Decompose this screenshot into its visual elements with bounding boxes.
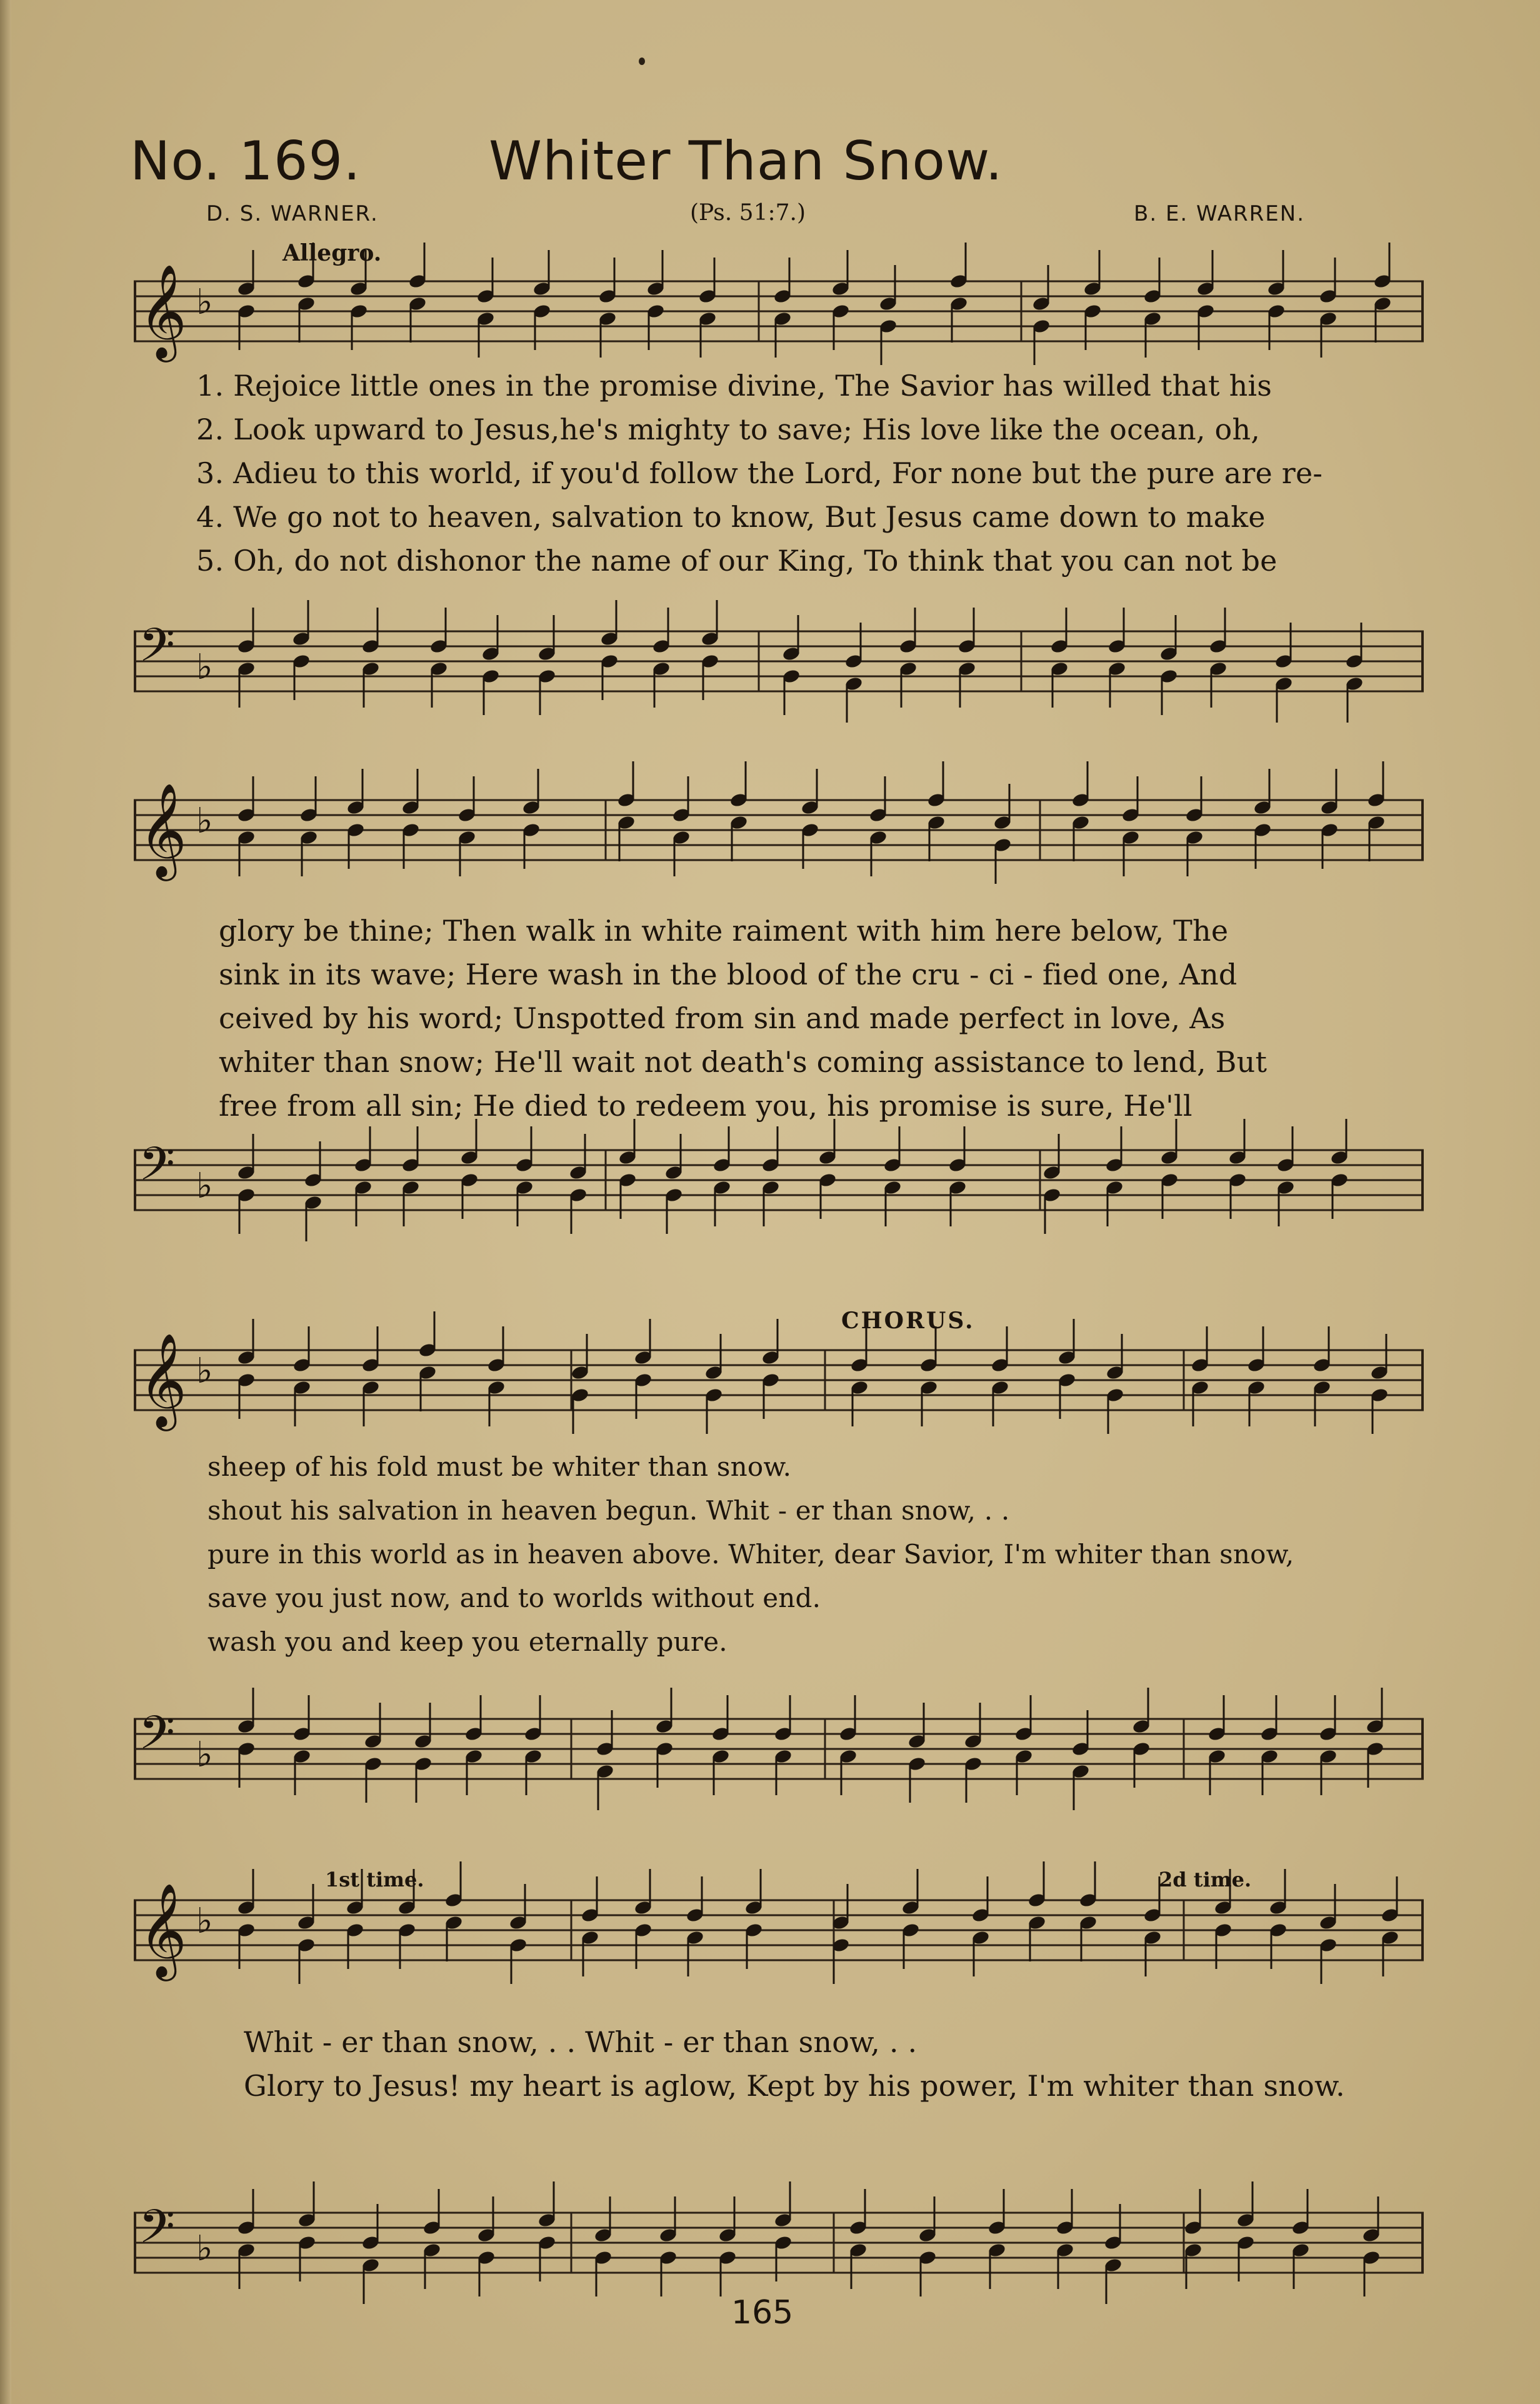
music-system-4 xyxy=(134,1881,1424,2269)
hymn-title: Whiter Than Snow. xyxy=(489,130,1003,193)
verse-4-line-2: whiter than snow; He'll wait not death's coming assistance to lend, But xyxy=(219,1045,1268,1079)
treble-clef-icon: 𝄞 xyxy=(139,1332,187,1427)
verse-1-line-1: 1. Rejoice little ones in the promise divine, The Savior has willed that his xyxy=(196,369,1272,403)
verse-4-line-3: save you just now, and to worlds without end. xyxy=(208,1583,821,1613)
flat-key-signature-icon: ♭ xyxy=(196,1166,213,1206)
treble-clef-icon: 𝄞 xyxy=(139,263,187,358)
verse-3-line-1: 3. Adieu to this world, if you'd follow the Lord, For none but the pure are re- xyxy=(196,456,1323,490)
verse-4-line-1: 4. We go not to heaven, salvation to know, But Jesus came down to make xyxy=(196,500,1266,534)
bass-clef-icon: 𝄢 xyxy=(139,1137,175,1203)
composer-credit: B. E. WARREN. xyxy=(1134,201,1306,226)
flat-key-signature-icon: ♭ xyxy=(196,801,213,841)
page-number: 165 xyxy=(731,2294,794,2331)
verse-5-line-3: wash you and keep you eternally pure. xyxy=(208,1626,728,1657)
bass-clef-icon: 𝄢 xyxy=(139,2200,175,2265)
verse-2-line-1: 2. Look upward to Jesus,he's mighty to save; His love like the ocean, oh, xyxy=(196,413,1261,446)
treble-clef-icon: 𝄞 xyxy=(139,1882,187,1977)
treble-staff xyxy=(134,1881,1424,1981)
verse-1-line-3: sheep of his fold must be whiter than snow. xyxy=(208,1451,792,1482)
scripture-reference: (Ps. 51:7.) xyxy=(690,200,806,226)
bass-staff xyxy=(134,2194,1424,2294)
verse-2-line-2: sink in its wave; Here wash in the blood of the cru - ci - fied one, And xyxy=(219,958,1238,991)
flat-key-signature-icon: ♭ xyxy=(196,647,213,688)
page-spine-shadow xyxy=(0,0,11,2404)
hymn-number: No. 169. xyxy=(130,130,361,193)
flat-key-signature-icon: ♭ xyxy=(196,282,213,323)
music-system-2 xyxy=(134,781,1424,1256)
verse-5-line-2: free from all sin; He died to redeem you, his promise is sure, He'll xyxy=(219,1089,1192,1123)
chorus-line-1: Whit - er than snow, . . Whit - er than snow, . . xyxy=(244,2025,918,2059)
verse-2-line-3: shout his salvation in heaven begun. Whit - er than snow, . . xyxy=(208,1495,1010,1526)
first-time-marking: 1st time. xyxy=(325,1868,424,1891)
bass-staff xyxy=(134,1700,1424,1800)
bass-clef-icon: 𝄢 xyxy=(139,1706,175,1771)
verse-1-line-2: glory be thine; Then walk in white raiment with him here below, The xyxy=(219,914,1229,948)
treble-staff xyxy=(134,263,1424,363)
treble-staff xyxy=(134,1331,1424,1431)
second-time-marking: 2d time. xyxy=(1159,1868,1252,1891)
bass-staff xyxy=(134,1131,1424,1231)
verse-3-line-2: ceived by his word; Unspotted from sin and made perfect in love, As xyxy=(219,1001,1226,1035)
bass-clef-icon: 𝄢 xyxy=(139,618,175,684)
bass-staff xyxy=(134,613,1424,713)
verse-3-line-3: pure in this world as in heaven above. Whiter, dear Savior, I'm whiter than snow, xyxy=(208,1539,1294,1570)
chorus-marking: CHORUS. xyxy=(841,1308,975,1334)
tempo-marking: Allegro. xyxy=(282,240,382,266)
verse-5-line-1: 5. Oh, do not dishonor the name of our King, To think that you can not be xyxy=(196,544,1278,578)
flat-key-signature-icon: ♭ xyxy=(196,1351,213,1391)
music-system-3 xyxy=(134,1331,1424,1806)
music-system-1 xyxy=(134,263,1424,738)
treble-clef-icon: 𝄞 xyxy=(139,782,187,877)
printed-dot xyxy=(639,58,645,65)
treble-staff xyxy=(134,781,1424,881)
flat-key-signature-icon: ♭ xyxy=(196,1735,213,1775)
lyricist-credit: D. S. WARNER. xyxy=(206,201,379,226)
flat-key-signature-icon: ♭ xyxy=(196,2228,213,2269)
chorus-line-2: Glory to Jesus! my heart is aglow, Kept by his power, I'm whiter than snow. xyxy=(244,2069,1345,2103)
flat-key-signature-icon: ♭ xyxy=(196,1901,213,1941)
